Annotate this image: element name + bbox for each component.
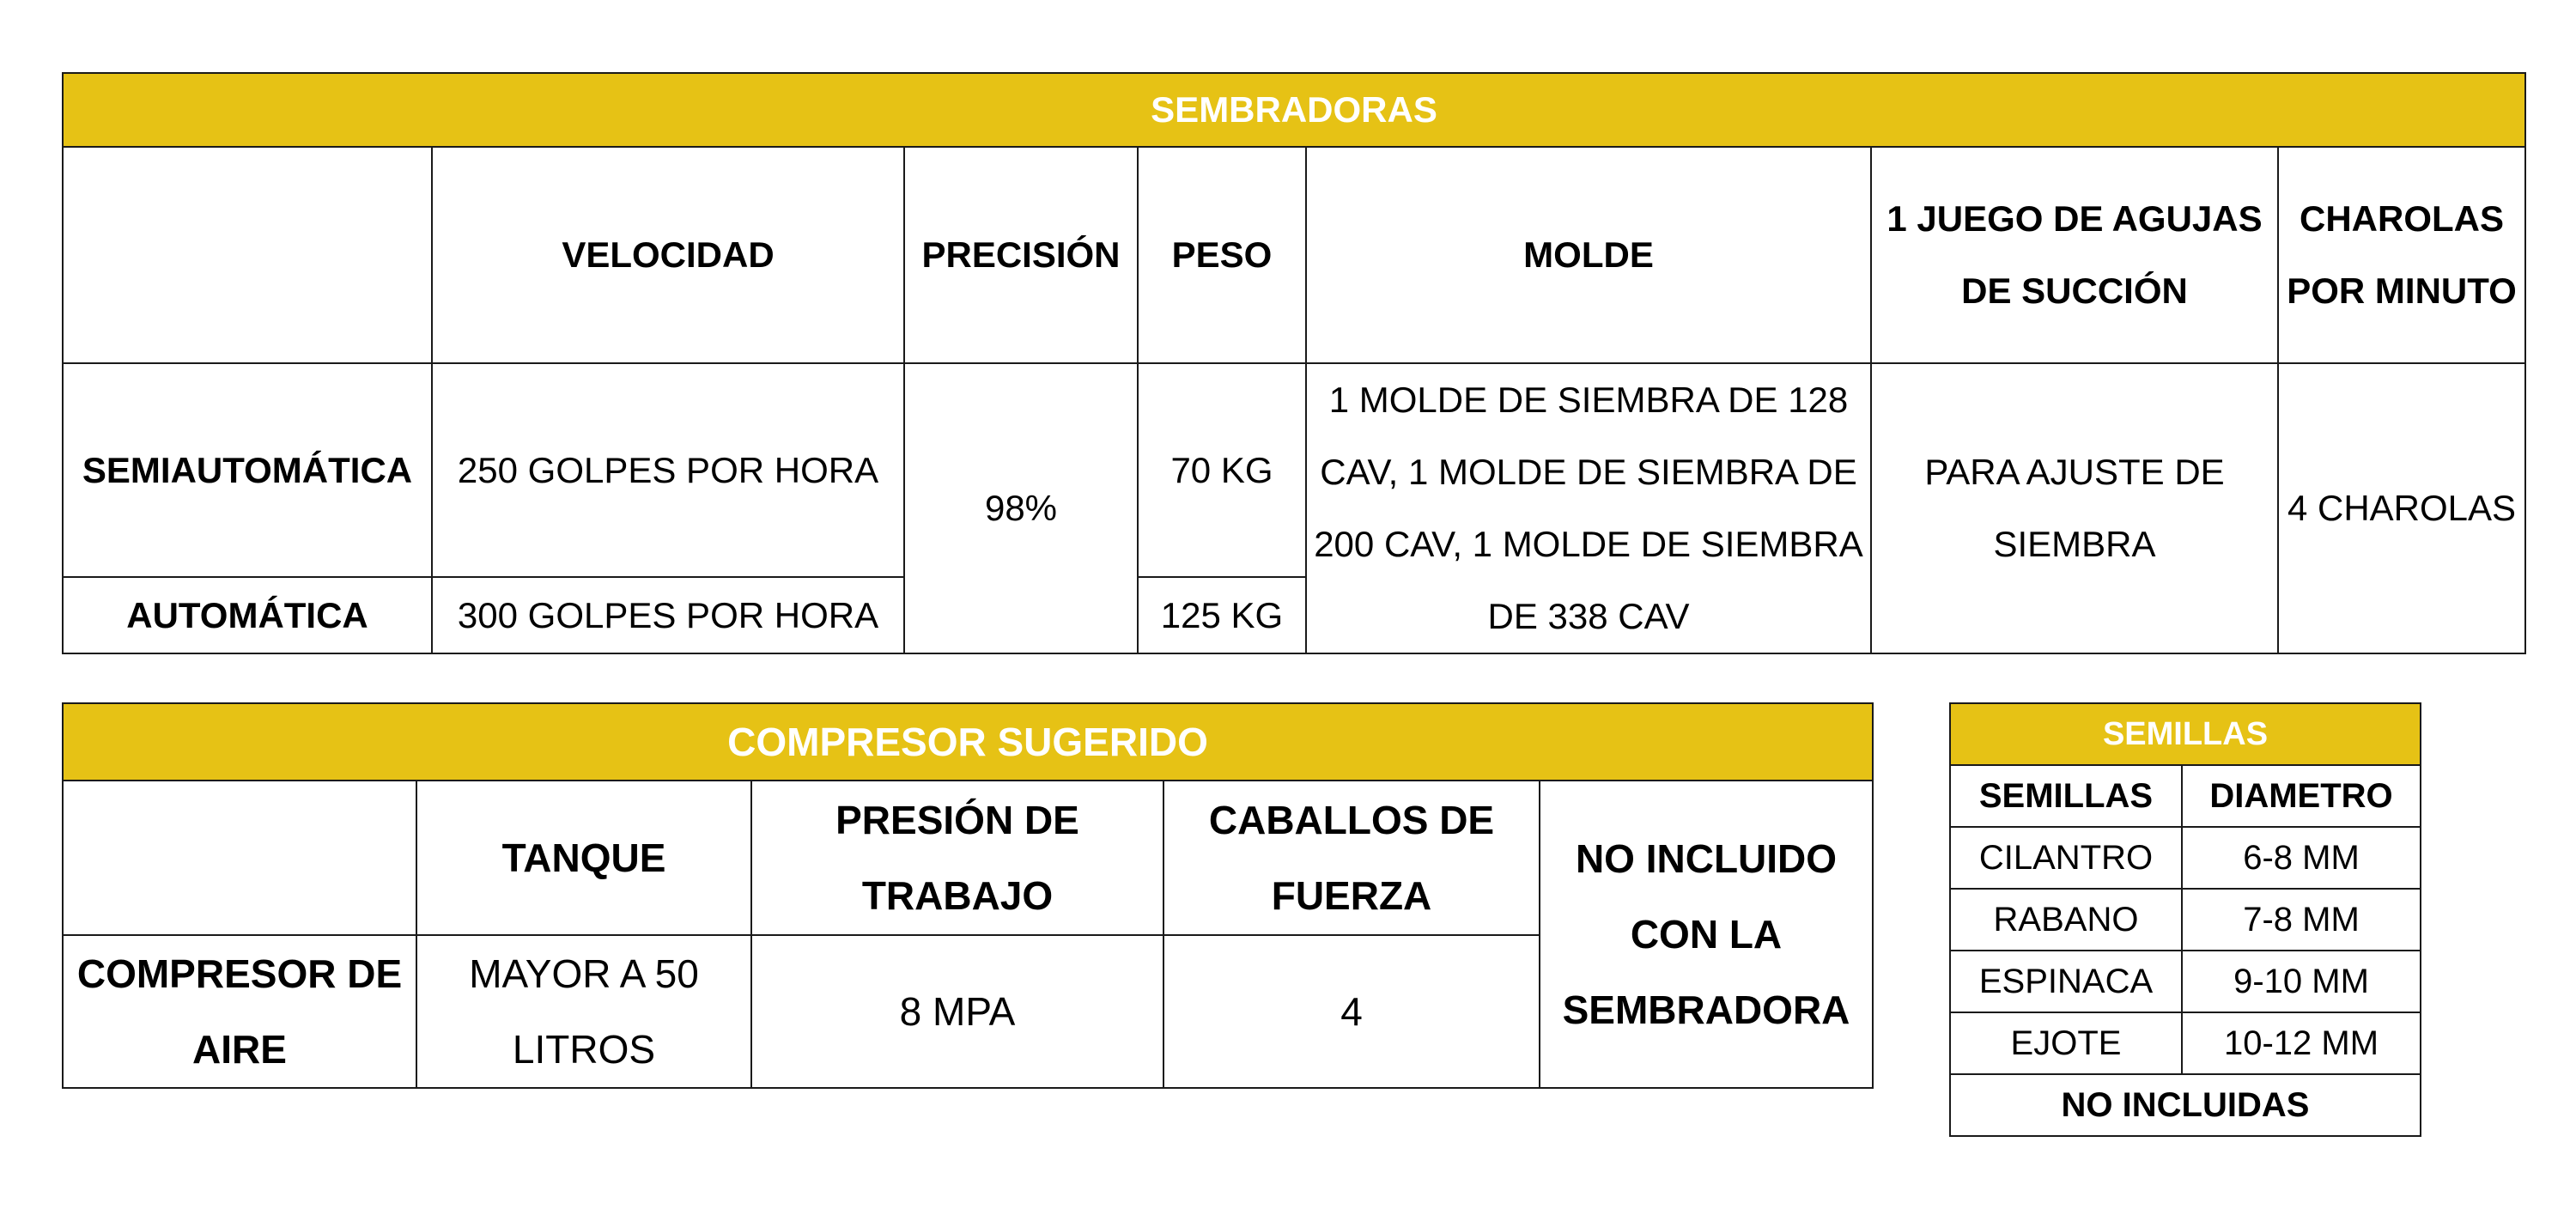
empty-corner-cell — [63, 147, 432, 363]
agujas-value: PARA AJUSTE DE SIEMBRA — [1871, 363, 2278, 653]
seed-diameter: 9-10 MM — [2182, 951, 2421, 1012]
presion-header: PRESIÓN DE TRABAJO — [751, 781, 1163, 935]
table-row — [1950, 951, 2421, 1012]
tanque-header: TANQUE — [416, 781, 751, 935]
table-row — [1950, 889, 2421, 951]
charolas-value: 4 CHAROLAS — [2278, 363, 2525, 653]
molde-header: MOLDE — [1306, 147, 1871, 363]
precision-header: PRECISIÓN — [904, 147, 1138, 363]
diametro-header: DIAMETRO — [2182, 765, 2421, 827]
semillas-table — [1949, 702, 2421, 1137]
compresor-title: COMPRESOR SUGERIDO — [63, 703, 1873, 781]
semiautomatica-velocidad: 250 GOLPES POR HORA — [432, 363, 904, 577]
charolas-header: CHAROLAS POR MINUTO — [2278, 147, 2525, 363]
semillas-title: SEMILLAS — [1950, 703, 2421, 765]
seed-name: CILANTRO — [1950, 827, 2182, 889]
tanque-value: MAYOR A 50 LITROS — [416, 935, 751, 1088]
seed-name: RABANO — [1950, 889, 2182, 951]
sembradoras-table — [62, 72, 2526, 654]
velocidad-header: VELOCIDAD — [432, 147, 904, 363]
table-row — [1950, 1012, 2421, 1074]
seed-diameter: 6-8 MM — [2182, 827, 2421, 889]
seed-name: ESPINACA — [1950, 951, 2182, 1012]
semiautomatica-label: SEMIAUTOMÁTICA — [63, 363, 432, 577]
peso-header: PESO — [1138, 147, 1306, 363]
compresor-table — [62, 702, 1874, 1089]
caballos-value: 4 — [1163, 935, 1540, 1088]
semiautomatica-peso: 70 KG — [1138, 363, 1306, 577]
presion-value: 8 MPA — [751, 935, 1163, 1088]
semillas-footer: NO INCLUIDAS — [1950, 1074, 2421, 1136]
semillas-header: SEMILLAS — [1950, 765, 2182, 827]
seed-diameter: 7-8 MM — [2182, 889, 2421, 951]
automatica-label: AUTOMÁTICA — [63, 577, 432, 653]
automatica-velocidad: 300 GOLPES POR HORA — [432, 577, 904, 653]
molde-value: 1 MOLDE DE SIEMBRA DE 128 CAV, 1 MOLDE DE SIEMBRA DE 200 CAV, 1 MOLDE DE SIEMBRA DE 338 CAV — [1306, 363, 1871, 653]
table-row — [1950, 827, 2421, 889]
compresor-label: COMPRESOR DE AIRE — [63, 935, 416, 1088]
seed-diameter: 10-12 MM — [2182, 1012, 2421, 1074]
sembradoras-title: SEMBRADORAS — [63, 73, 2525, 147]
empty-corner-cell — [63, 781, 416, 935]
no-incluido-note: NO INCLUIDO CON LA SEMBRADORA — [1540, 781, 1873, 1088]
seed-name: EJOTE — [1950, 1012, 2182, 1074]
agujas-header: 1 JUEGO DE AGUJAS DE SUCCIÓN — [1871, 147, 2278, 363]
precision-value: 98% — [904, 363, 1138, 653]
caballos-header: CABALLOS DE FUERZA — [1163, 781, 1540, 935]
automatica-peso: 125 KG — [1138, 577, 1306, 653]
